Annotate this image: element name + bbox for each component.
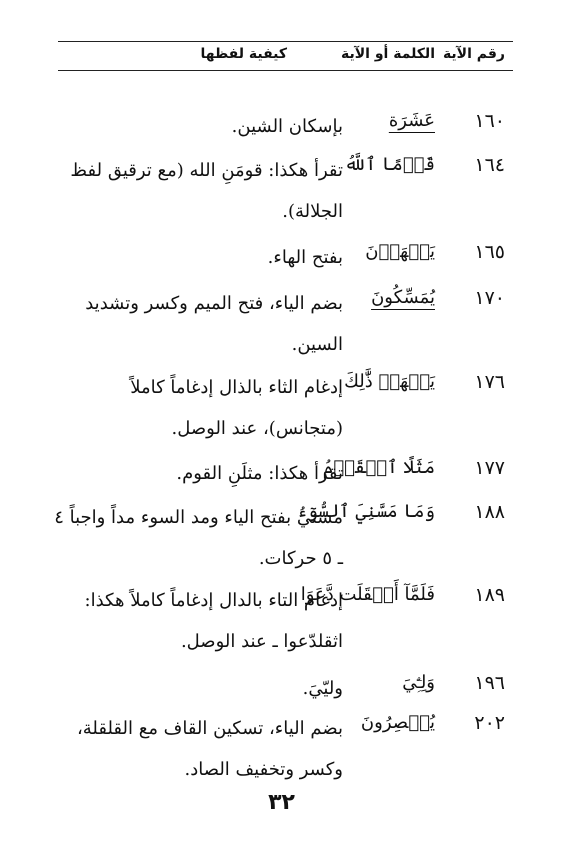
pronunciation-note: تقرأ هكذا: قومَنِ الله (مع ترقيق لفظ الجلالة). [70,160,343,222]
quran-word: فَلَمَّآ أَثۡقَلَت دَّعَوَا [300,584,435,605]
verse-number: ١٩٦ [474,672,505,694]
verse-number: ١٧٦ [474,371,505,393]
verse-number: ١٨٩ [474,584,505,606]
pronunciation-note: إدغام التاء بالدال إدغاماً كاملاً هكذا: اثقلدّعوا ـ عند الوصل. [84,590,343,652]
pronunciation-note: بضم الياء، فتح الميم وكسر وتشديد السين. [85,293,343,355]
pronunciation-note: وليّيَ. [302,678,343,699]
quran-word: وَلِـِّۧيَ [402,672,435,693]
verse-number: ١٦٠ [474,110,505,132]
top-rule [58,41,513,42]
header-rule [58,70,513,71]
verse-number: ٢٠٢ [474,712,505,734]
verse-number: ١٧٧ [474,457,505,479]
header-method-column: كيفية لفظها [200,46,287,62]
quran-word: يَنۡهَوۡنَ [365,241,435,262]
pronunciation-note: تقرأ هكذا: مثلَنِ القوم. [176,463,343,484]
header-verse-column: رقم الآية [442,46,505,62]
verse-number: ١٧٠ [474,287,505,309]
pronunciation-note: بضم الياء، تسكين القاف مع القلقلة، وكسر وتخفيف الصاد. [76,718,343,780]
pronunciation-note: مسنيَ بفتح الياء ومد السوء مداً واجباً ٤ ـ ٥ حركات. [54,507,343,569]
quran-word: مَثَلًا ٱلۡقَوۡمُ [322,457,435,478]
quran-word: وَمَا مَسَّنِيَ ٱلسُّوٓءُ [296,501,435,522]
verse-number: ١٦٤ [474,154,505,176]
quran-word: يُقۡصِرُونَ [360,712,435,733]
verse-number: ١٨٨ [474,501,505,523]
verse-number: ١٦٥ [474,241,505,263]
pronunciation-note: بفتح الهاء. [267,247,343,268]
quran-word: قَوۡمًا ٱللَّهُ [344,154,435,175]
quran-word: يَلۡهَثۚ ذَّٰلِكَ [344,371,435,392]
page-number: ٣٢ [268,790,295,815]
quran-word: عَشَرَة [388,110,435,131]
pronunciation-note: بإسكان الشين. [231,116,343,137]
header-word-column: الكلمة أو الآية [340,46,435,62]
quran-word: يُمَسِّكُونَ [371,287,435,308]
pronunciation-note: إدغام الثاء بالذال إدغاماً كاملاً (متجانس)، عند الوصل. [130,377,343,439]
